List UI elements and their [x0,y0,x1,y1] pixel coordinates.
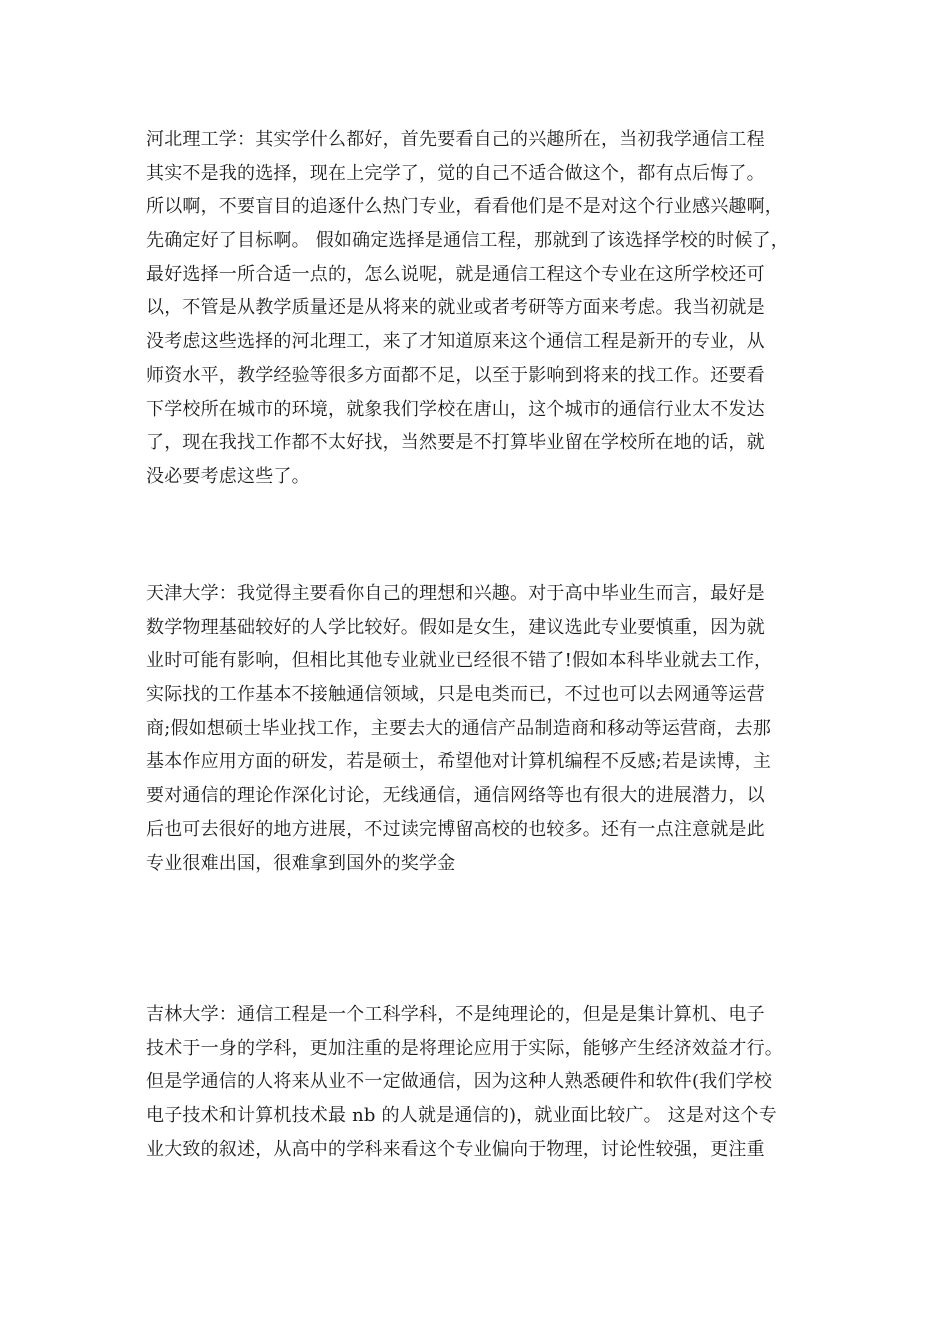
text-line: 吉林大学：通信工程是一个工科学科，不是纯理论的，但是是集计算机、电子 [146,1004,765,1025]
paragraph-tianjin [146,577,826,880]
text-line: 业大致的叙述，从高中的学科来看这个专业偏向于物理，讨论性较强，更注重 [146,1138,765,1160]
text-line: 基本作应用方面的研发，若是硕士，希望他对计算机编程不反感;若是读博，主 [146,751,772,773]
text-line: 但是学通信的人将来从业不一定做通信，因为这种人熟悉硬件和软件(我们学校 [146,1071,773,1093]
text-line: 数学物理基础较好的人学比较好。假如是女生，建议选此专业要慎重，因为就 [146,616,765,638]
text-line: 所以啊，不要盲目的追逐什么热门专业，看看他们是不是对这个行业感兴趣啊， [146,196,783,218]
paragraph-jilin [146,998,826,1166]
text-line: 技术于一身的学科，更加注重的是将理论应用于实际，能够产生经济效益才行。 [146,1037,783,1059]
text-line: 了，现在我找工作都不太好找，当然要是不打算毕业留在学校所在地的话，就 [146,432,765,454]
text-line: 业时可能有影响，但相比其他专业就业已经很不错了!假如本科毕业就去工作， [146,650,773,672]
text-line: 师资水平，教学经验等很多方面都不足，以至于影响到将来的找工作。还要看 [146,364,765,386]
text-line: 专业很难出国，很难拿到国外的奖学金 [146,852,456,874]
text-line: 没必要考虑这些了。 [146,465,310,487]
text-line: 天津大学：我觉得主要看你自己的理想和兴趣。对于高中毕业生而言，最好是 [146,583,765,604]
text-line: 商;假如想硕士毕业找工作，主要去大的通信产品制造商和移动等运营商，去那 [146,717,772,739]
text-line: 下学校所在城市的环境，就象我们学校在唐山，这个城市的通信行业太不发达 [146,398,765,420]
paragraph-hebei [146,123,826,494]
text-line: 没考虑这些选择的河北理工，来了才知道原来这个通信工程是新开的专业，从 [146,331,765,353]
text-line: 先确定好了目标啊。 假如确定选择是通信工程，那就到了该选择学校的时候了， [146,230,789,252]
text-line: 要对通信的理论作深化讨论，无线通信，通信网络等也有很大的进展潜力，以 [146,785,765,807]
text-line: 最好选择一所合适一点的，怎么说呢，就是通信工程这个专业在这所学校还可 [146,263,765,285]
text-line: 河北理工学：其实学什么都好，首先要看自己的兴趣所在，当初我学通信工程 [146,129,765,150]
text-line: 实际找的工作基本不接触通信领域，只是电类而已，不过也可以去网通等运营 [146,684,765,706]
text-line: 以，不管是从教学质量还是从将来的就业或者考研等方面来考虑。我当初就是 [146,297,765,319]
text-line: 电子技术和计算机技术最 nb 的人就是通信的)，就业面比较广。 这是对这个专 [146,1105,777,1127]
text-line: 后也可去很好的地方进展，不过读完博留高校的也较多。还有一点注意就是此 [146,818,765,840]
text-line: 其实不是我的选择，现在上完学了，觉的自己不适合做这个，都有点后悔了。 [146,162,765,184]
